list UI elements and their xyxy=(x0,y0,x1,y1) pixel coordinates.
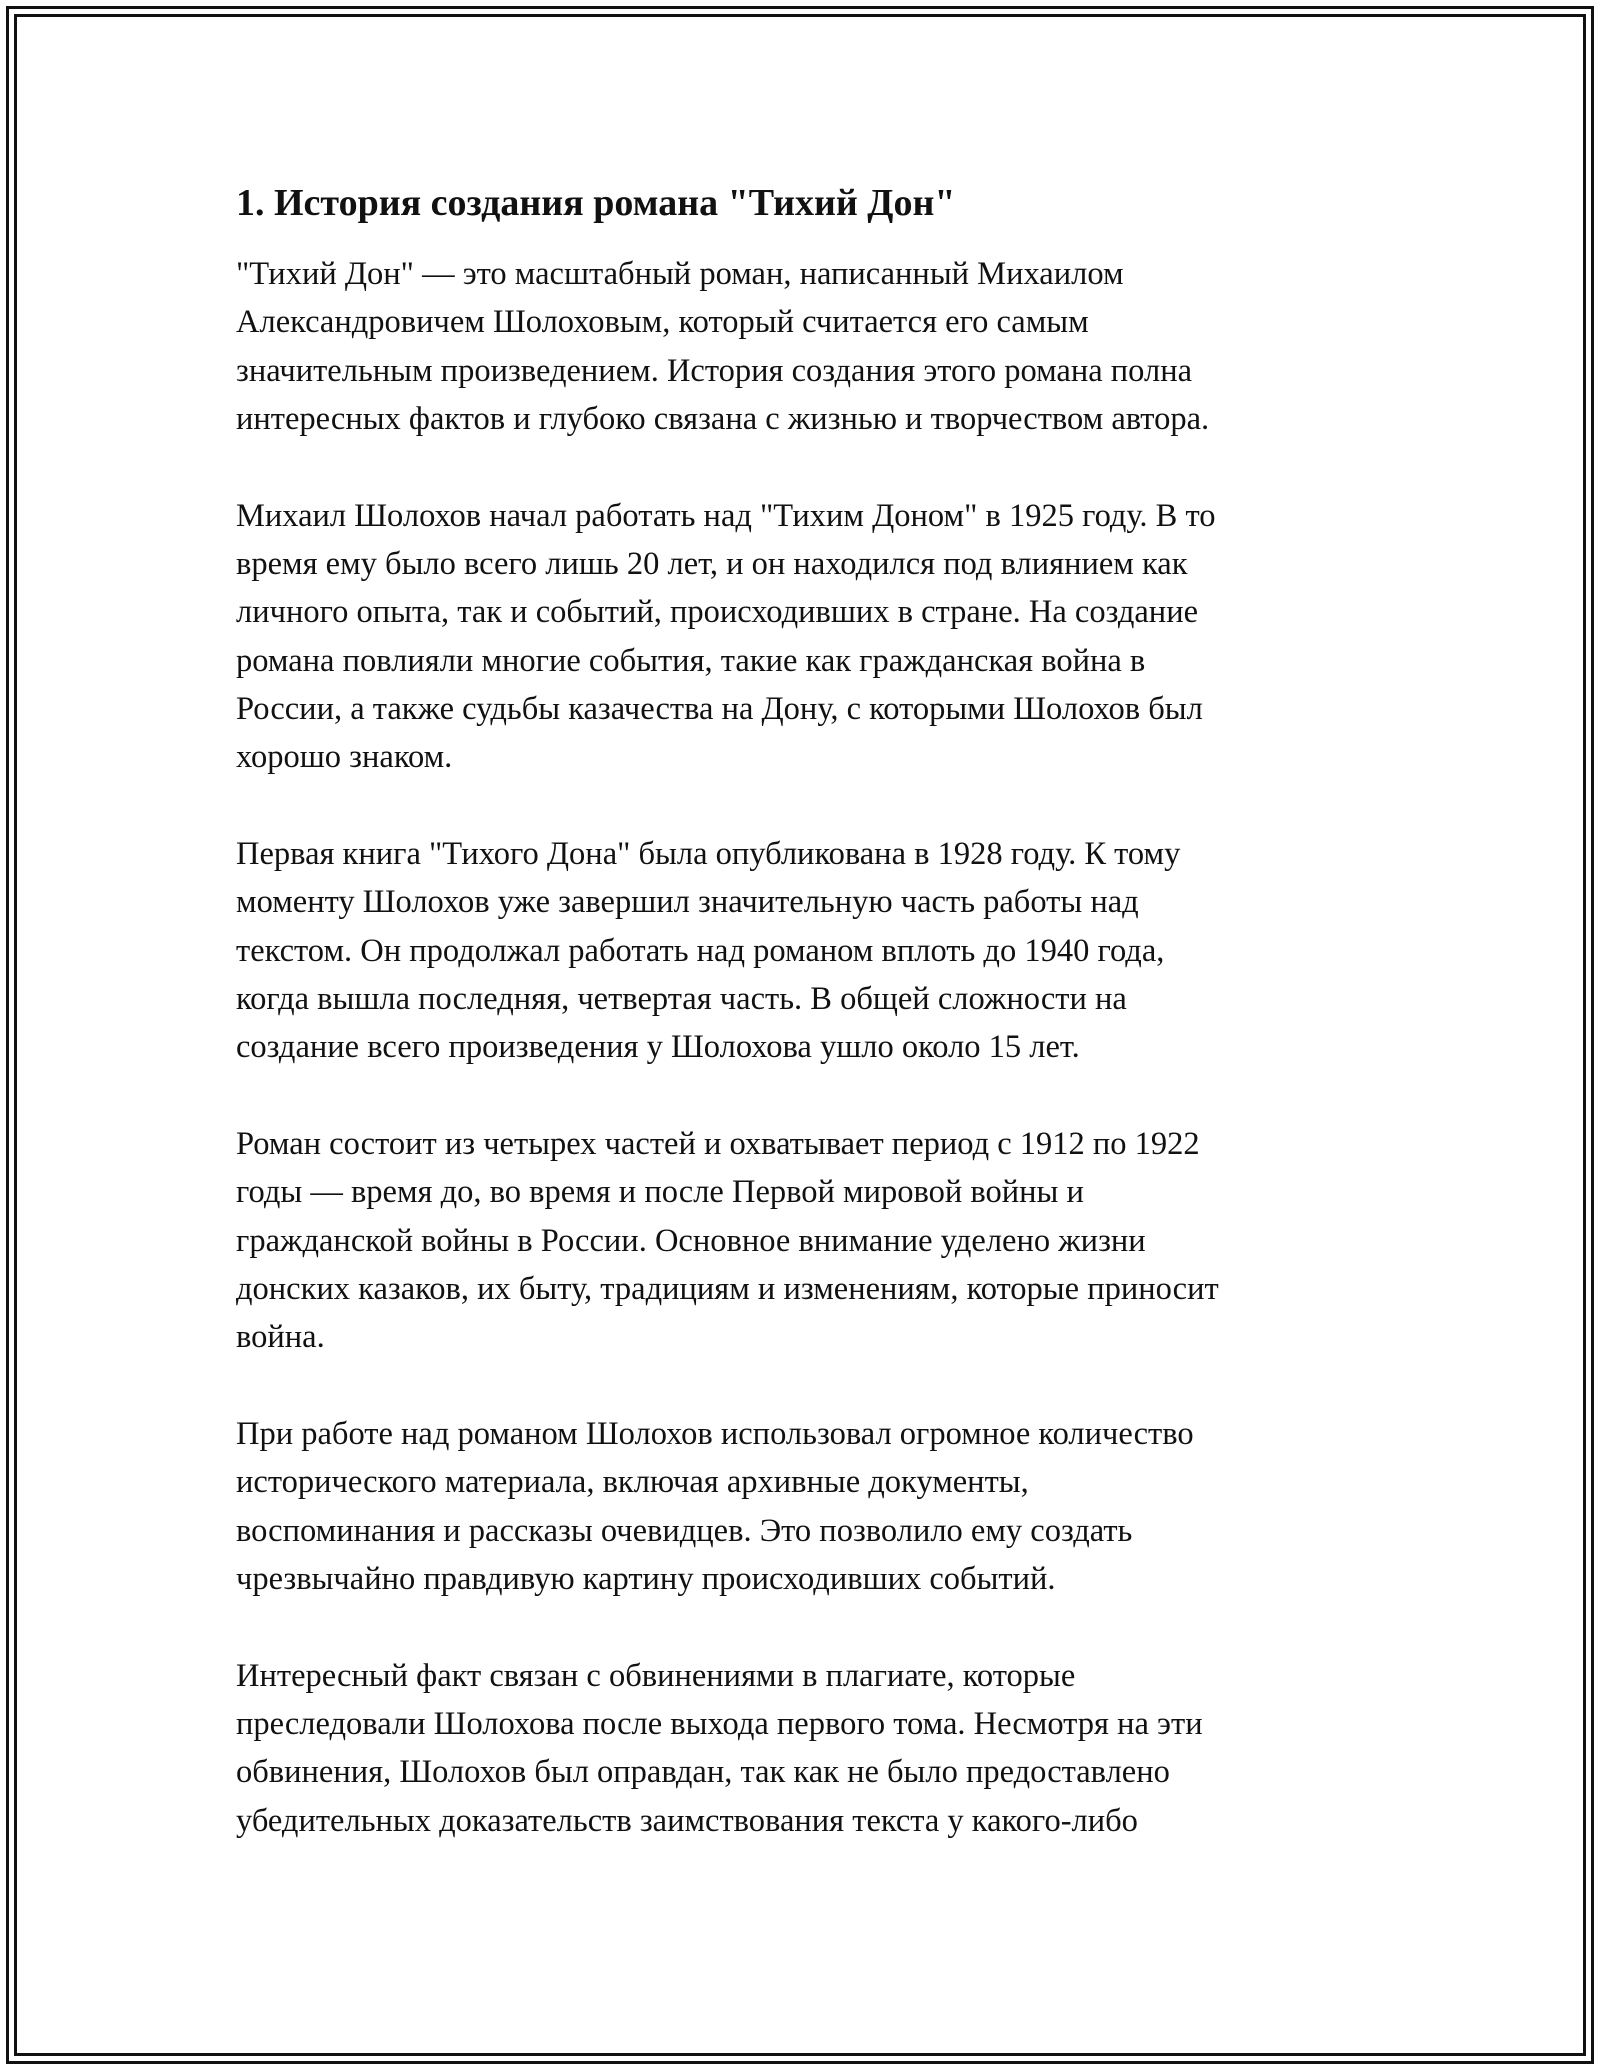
text-line: "Тихий Дон" — это масштабный роман, написанный Михаилом xyxy=(236,256,1124,292)
text-line: Роман состоит из четырех частей и охватывает период с 1912 по 1922 xyxy=(236,1125,1200,1162)
paragraph-1 xyxy=(236,250,1366,443)
document-body xyxy=(236,178,1366,1893)
text-line: Александровичем Шолоховым, который считается его самым xyxy=(236,304,1089,341)
text-line: личного опыта, так и событий, происходивших в стране. На создание xyxy=(236,594,1199,631)
text-line: Интересный факт связан с обвинениями в плагиате, которые xyxy=(236,1657,1076,1694)
paragraph-3 xyxy=(236,830,1366,1071)
paragraph-2 xyxy=(236,492,1366,782)
text-line: моменту Шолохов уже завершил значительную часть работы над xyxy=(236,884,1139,921)
text-line: создание всего произведения у Шолохова ушло около 15 лет. xyxy=(236,1029,1080,1066)
paragraph-5 xyxy=(236,1410,1366,1603)
text-line: России, а также судьбы казачества на Дону, с которыми Шолохов был xyxy=(236,690,1203,727)
text-line: романа повлияли многие события, такие как гражданская война в xyxy=(236,642,1146,679)
text-line: годы — время до, во время и после Первой мировой войны и xyxy=(236,1174,1084,1211)
text-line: обвинения, Шолохов был оправдан, так как не было предоставлено xyxy=(236,1754,1170,1791)
section-heading: 1. История создания романа "Тихий Дон" xyxy=(236,182,956,224)
text-line: война. xyxy=(236,1319,325,1356)
text-line: чрезвычайно правдивую картину происходивших событий. xyxy=(236,1560,1056,1597)
text-line: гражданской войны в России. Основное внимание уделено жизни xyxy=(236,1222,1146,1259)
text-line: текстом. Он продолжал работать над романом вплоть до 1940 года, xyxy=(236,932,1165,969)
text-line: исторического материала, включая архивные документы, xyxy=(236,1464,1029,1501)
text-line: донских казаков, их быту, традициям и изменениям, которые приносит xyxy=(236,1270,1219,1307)
text-line: когда вышла последняя, четвертая часть. В общей сложности на xyxy=(236,980,1127,1017)
text-line: Михаил Шолохов начал работать над "Тихим Доном" в 1925 году. В то xyxy=(236,497,1216,534)
text-line: воспоминания и рассказы очевидцев. Это позволило ему создать xyxy=(236,1512,1133,1549)
text-line: интересных фактов и глубоко связана с жизнью и творчеством автора. xyxy=(236,400,1210,437)
text-line: хорошо знаком. xyxy=(236,739,453,776)
text-line: время ему было всего лишь 20 лет, и он находился под влиянием как xyxy=(236,545,1188,582)
text-line: преследовали Шолохова после выхода первого тома. Несмотря на эти xyxy=(236,1705,1203,1742)
text-line: значительным произведением. История создания этого романа полна xyxy=(236,352,1193,389)
text-line: Первая книга "Тихого Дона" была опубликована в 1928 году. К тому xyxy=(236,835,1181,872)
text-line: убедительных доказательств заимствования текста у какого-либо xyxy=(236,1802,1138,1839)
text-line: При работе над романом Шолохов использовал огромное количество xyxy=(236,1415,1194,1452)
paragraph-4 xyxy=(236,1120,1366,1361)
paragraph-6 xyxy=(236,1652,1366,1845)
